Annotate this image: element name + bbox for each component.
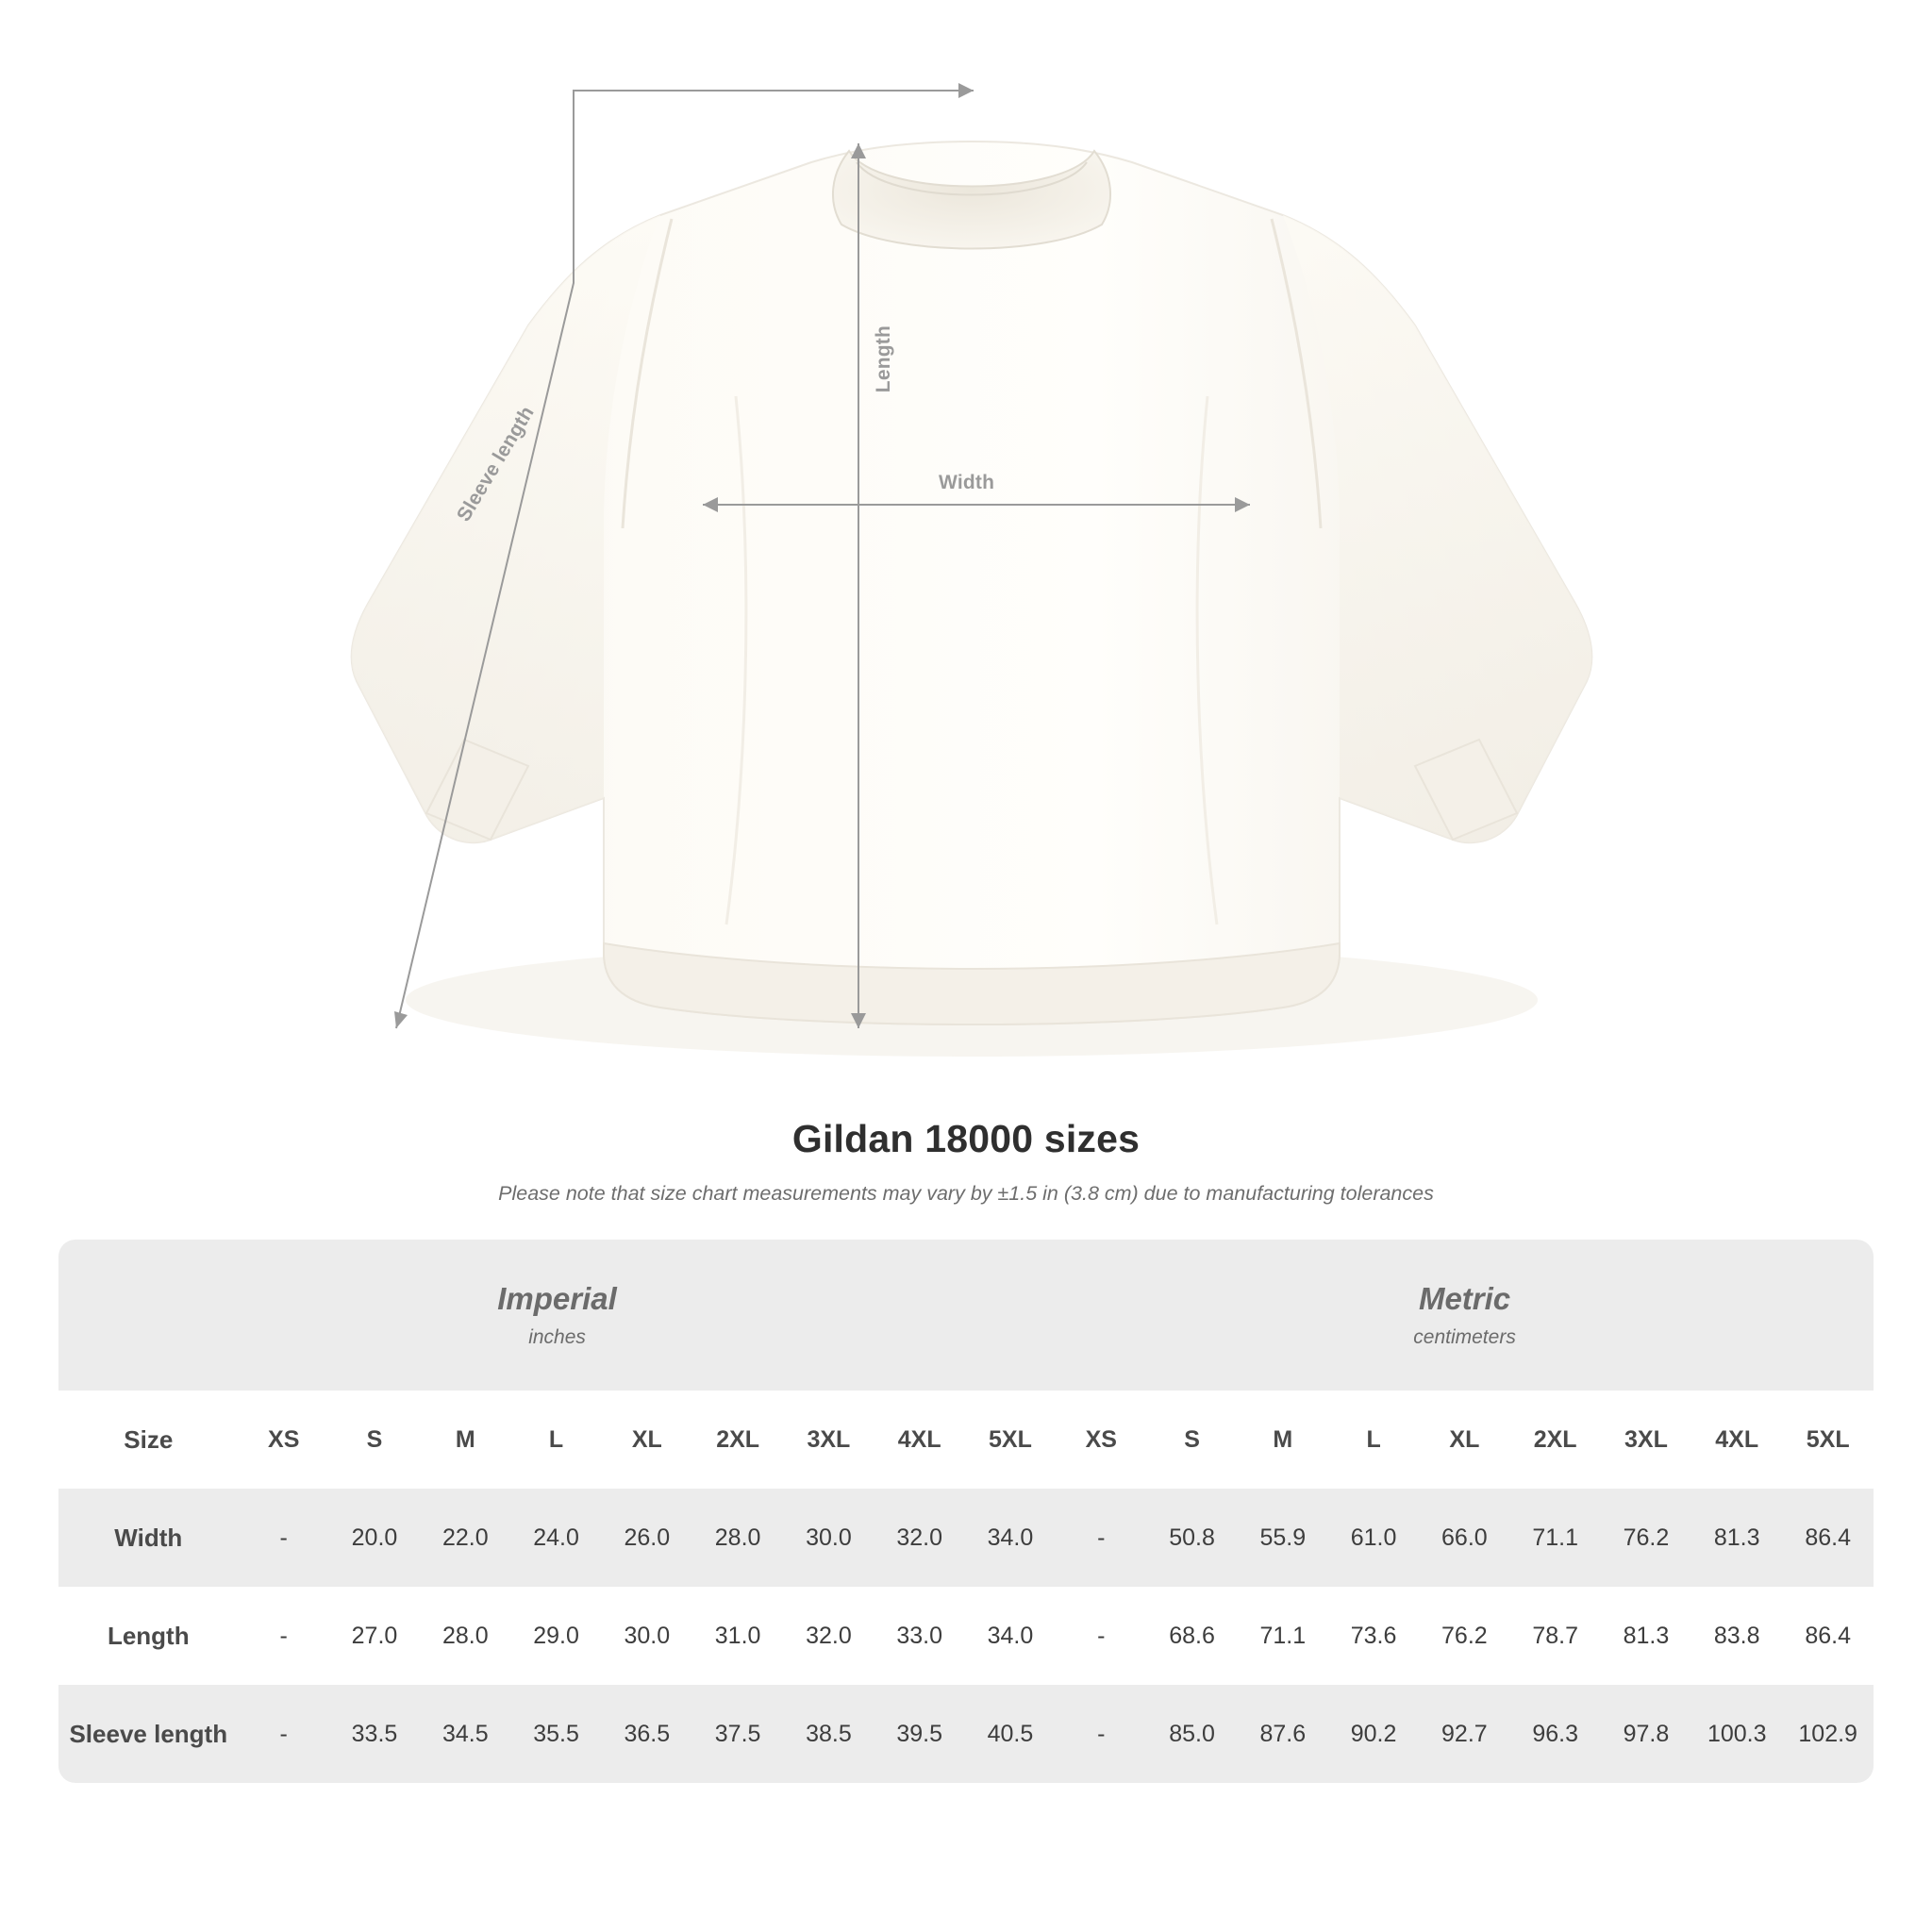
cell-length: 34.0	[965, 1587, 1056, 1685]
cell-length: -	[239, 1587, 329, 1685]
header-size-col: XL	[602, 1391, 692, 1489]
header-size-col: 5XL	[965, 1391, 1056, 1489]
cell-sleeve: 85.0	[1146, 1685, 1237, 1783]
header-size-col: 3XL	[783, 1391, 874, 1489]
header-size-col: S	[1146, 1391, 1237, 1489]
cell-length: 28.0	[420, 1587, 510, 1685]
cell-length: 83.8	[1691, 1587, 1782, 1685]
cell-sleeve: 87.6	[1238, 1685, 1328, 1783]
header-size-col: XS	[1056, 1391, 1146, 1489]
cell-length: 31.0	[692, 1587, 783, 1685]
cell-width: 71.1	[1510, 1489, 1601, 1587]
cell-width: -	[1056, 1489, 1146, 1587]
unit-group-imperial-sublabel: inches	[528, 1326, 586, 1348]
unit-header-row	[58, 1240, 1874, 1391]
size-table	[58, 1240, 1874, 1783]
unit-group-metric-sublabel: centimeters	[1413, 1326, 1516, 1348]
cell-sleeve: 40.5	[965, 1685, 1056, 1783]
table-row	[58, 1587, 1874, 1685]
row-label-sleeve-length: Sleeve length	[58, 1685, 239, 1783]
cell-length: 86.4	[1782, 1587, 1874, 1685]
cell-sleeve: 38.5	[783, 1685, 874, 1783]
cell-sleeve: 92.7	[1419, 1685, 1509, 1783]
cell-width: 55.9	[1238, 1489, 1328, 1587]
header-size-col: M	[420, 1391, 510, 1489]
cell-width: 86.4	[1782, 1489, 1874, 1587]
sleeve-length-dimension-label: Sleeve length	[453, 402, 539, 525]
header-size-col: XL	[1419, 1391, 1509, 1489]
unit-group-metric-label: Metric	[1418, 1281, 1511, 1316]
length-dimension-label: Length	[873, 325, 894, 393]
cell-length: 33.0	[874, 1587, 965, 1685]
cell-sleeve: 90.2	[1328, 1685, 1419, 1783]
header-size-col: L	[1328, 1391, 1419, 1489]
tolerance-note: Please note that size chart measurements may vary by ±1.5 in (3.8 cm) due to manufacturing tolerances	[498, 1182, 1434, 1205]
cell-width: -	[239, 1489, 329, 1587]
size-table-wrapper	[58, 1240, 1874, 1783]
cell-sleeve: 35.5	[510, 1685, 601, 1783]
title-block	[0, 1117, 1932, 1206]
unit-group-metric	[1056, 1240, 1874, 1391]
cell-length: 71.1	[1238, 1587, 1328, 1685]
cell-sleeve: 96.3	[1510, 1685, 1601, 1783]
cell-width: 61.0	[1328, 1489, 1419, 1587]
header-size-col: 2XL	[692, 1391, 783, 1489]
cell-sleeve: -	[239, 1685, 329, 1783]
cell-width: 26.0	[602, 1489, 692, 1587]
cell-length: 32.0	[783, 1587, 874, 1685]
cell-length: 68.6	[1146, 1587, 1237, 1685]
row-label-width: Width	[58, 1489, 239, 1587]
cell-sleeve: 36.5	[602, 1685, 692, 1783]
cell-width: 22.0	[420, 1489, 510, 1587]
cell-width: 76.2	[1601, 1489, 1691, 1587]
cell-length: 76.2	[1419, 1587, 1509, 1685]
page-title: Gildan 18000 sizes	[791, 1117, 1141, 1160]
header-size: Size	[58, 1391, 239, 1489]
header-size-col: L	[510, 1391, 601, 1489]
cell-width: 32.0	[874, 1489, 965, 1587]
cell-width: 30.0	[783, 1489, 874, 1587]
header-size-col: 3XL	[1601, 1391, 1691, 1489]
header-size-col: S	[329, 1391, 420, 1489]
cell-width: 81.3	[1691, 1489, 1782, 1587]
cell-width: 50.8	[1146, 1489, 1237, 1587]
row-label-length: Length	[58, 1587, 239, 1685]
cell-sleeve: 34.5	[420, 1685, 510, 1783]
cell-sleeve: 37.5	[692, 1685, 783, 1783]
cell-width: 66.0	[1419, 1489, 1509, 1587]
unit-group-imperial-label: Imperial	[497, 1281, 617, 1316]
header-size-col: M	[1238, 1391, 1328, 1489]
cell-length: 27.0	[329, 1587, 420, 1685]
cell-length: 29.0	[510, 1587, 601, 1685]
header-size-col: 5XL	[1782, 1391, 1874, 1489]
cell-length: -	[1056, 1587, 1146, 1685]
cell-width: 20.0	[329, 1489, 420, 1587]
cell-sleeve: 97.8	[1601, 1685, 1691, 1783]
cell-length: 81.3	[1601, 1587, 1691, 1685]
table-row	[58, 1489, 1874, 1587]
header-size-col: 2XL	[1510, 1391, 1601, 1489]
table-row	[58, 1685, 1874, 1783]
cell-width: 24.0	[510, 1489, 601, 1587]
header-size-col: 4XL	[1691, 1391, 1782, 1489]
cell-sleeve: 102.9	[1782, 1685, 1874, 1783]
cell-width: 34.0	[965, 1489, 1056, 1587]
cell-sleeve: 100.3	[1691, 1685, 1782, 1783]
cell-width: 28.0	[692, 1489, 783, 1587]
header-size-col: 4XL	[874, 1391, 965, 1489]
cell-sleeve: -	[1056, 1685, 1146, 1783]
cell-sleeve: 33.5	[329, 1685, 420, 1783]
cell-sleeve: 39.5	[874, 1685, 965, 1783]
header-size-col: XS	[239, 1391, 329, 1489]
width-dimension-label: Width	[939, 472, 995, 493]
cell-length: 30.0	[602, 1587, 692, 1685]
unit-group-imperial	[58, 1240, 1056, 1391]
table-header-row	[58, 1391, 1874, 1489]
cell-length: 73.6	[1328, 1587, 1419, 1685]
cell-length: 78.7	[1510, 1587, 1601, 1685]
